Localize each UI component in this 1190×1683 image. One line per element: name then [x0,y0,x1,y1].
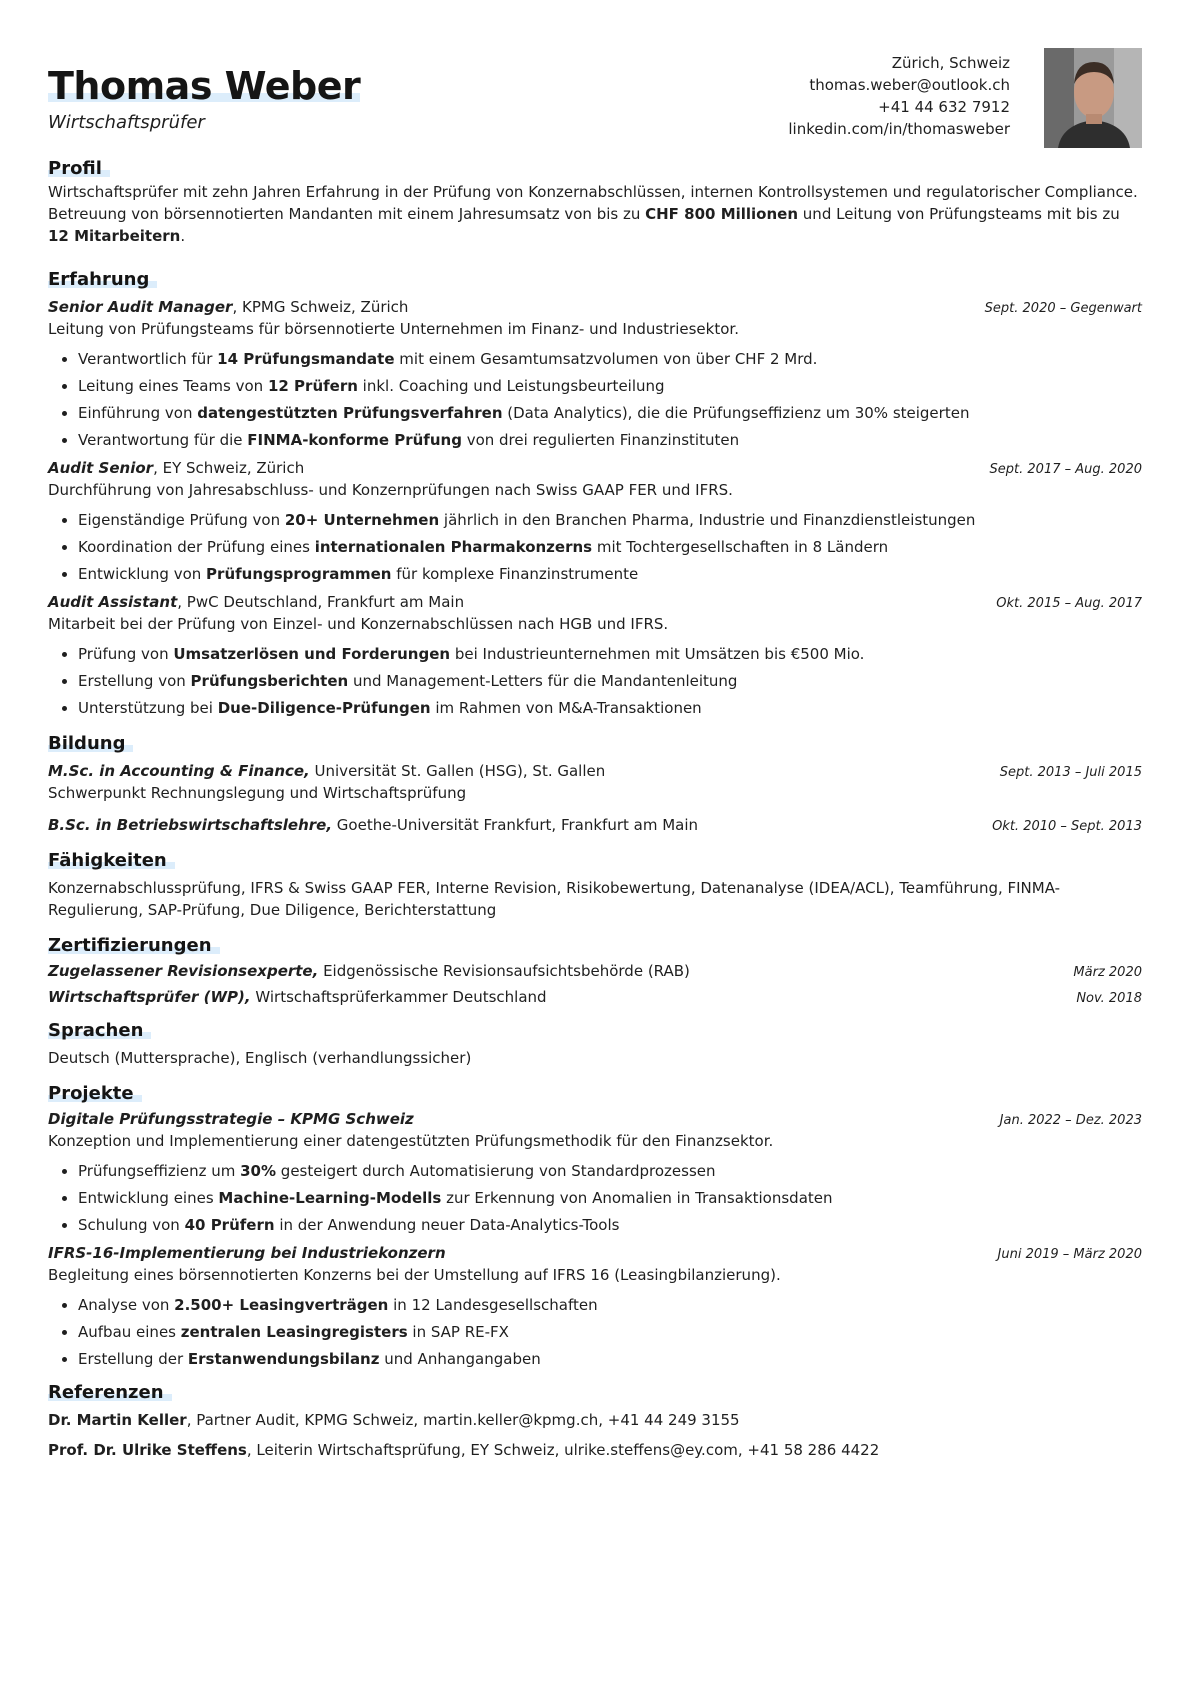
list-item: • Erstellung der Erstanwendungsbilanz und Anhangangaben [78,1348,1142,1370]
section-title-experience: Erfahrung [48,269,157,290]
section-title-references: Referenzen [48,1382,172,1403]
candidate-name: Thomas Weber [48,64,361,108]
certification-date: Nov. 2018 [1076,991,1142,1006]
education-degree: M.Sc. in Accounting & Finance, [48,762,310,780]
contact-location: Zürich, Schweiz [891,54,1010,72]
education-entry [48,816,1142,834]
project-title [48,1244,446,1262]
project-entry [48,1244,1142,1370]
education-entry [48,762,1142,802]
list-item: • Entwicklung eines Machine-Learning-Modells zur Erkennung von Anomalien in Transaktionsdaten [78,1187,1142,1209]
contact-email[interactable]: thomas.weber@outlook.ch [809,76,1010,94]
project-entry [48,1110,1142,1236]
profile-text-1: Wirtschaftsprüfer mit zehn Jahren Erfahrung in der Prüfung von Konzernabschlüssen, internen Kontrollsystemen und regulatorischer Compliance. Betreuung von börsennotierten Mandanten mit einem Jahresumsatz von bis zu [48,183,1138,223]
section-certifications [48,935,1142,1006]
job-title [48,459,304,477]
job-date: Sept. 2017 – Aug. 2020 [989,462,1142,477]
list-item: • Einführung von datengestützten Prüfungsverfahren (Data Analytics), die die Prüfungseffizienz um 30% steigerten [78,402,1142,424]
job-bullets [48,643,1142,719]
certification-title [48,988,547,1006]
reference-detail: , Leiterin Wirtschaftsprüfung, EY Schweiz, ulrike.steffens@ey.com, +41 58 286 4422 [246,1441,880,1459]
contact-phone: +41 44 632 7912 [878,98,1010,116]
job-company: , EY Schweiz, Zürich [153,459,305,477]
job-date: Sept. 2020 – Gegenwart [984,301,1142,316]
skills-list: Konzernabschlussprüfung, IFRS & Swiss GAAP FER, Interne Revision, Risikobewertung, Datenanalyse (IDEA/ACL), Teamführung, FINMA-Regulierung, SAP-Prüfung, Due Diligence, Berichterstattung [48,879,1061,919]
section-title-skills: Fähigkeiten [48,850,175,871]
section-skills [48,850,1142,921]
section-title-profile: Profil [48,158,110,179]
profile-highlight-2: 12 Mitarbeitern [48,227,181,245]
profile-highlight-1: CHF 800 Millionen [645,205,799,223]
list-item: • Unterstützung bei Due-Diligence-Prüfungen im Rahmen von M&A-Transaktionen [78,697,1142,719]
list-item: • Verantwortung für die FINMA-konforme Prüfung von drei regulierten Finanzinstituten [78,429,1142,451]
job-header [48,298,1142,316]
job-description: Durchführung von Jahresabschluss- und Konzernprüfungen nach Swiss GAAP FER und IFRS. [48,481,733,499]
reference-name: Dr. Martin Keller [48,1411,187,1429]
education-school: Goethe-Universität Frankfurt, Frankfurt am Main [332,816,699,834]
job-bullets [48,509,1142,585]
languages-list: Deutsch (Muttersprache), Englisch (verhandlungssicher) [48,1049,472,1067]
job-company: , KPMG Schweiz, Zürich [232,298,409,316]
project-header [48,1244,1142,1262]
section-education [48,733,1142,834]
project-bullets [48,1294,1142,1370]
list-item: • Aufbau eines zentralen Leasingregisters in SAP RE-FX [78,1321,1142,1343]
job-header [48,593,1142,611]
certification-date: März 2020 [1073,965,1142,980]
job-header [48,459,1142,477]
profile-text-3: . [180,227,186,245]
section-experience [48,269,1142,719]
section-title-languages: Sprachen [48,1020,151,1041]
job-title [48,593,464,611]
certification-entry [48,962,1142,980]
certification-name: Zugelassener Revisionsexperte, [48,962,319,980]
section-languages [48,1020,1142,1069]
education-header [48,762,1142,780]
candidate-role: Wirtschaftsprüfer [48,112,205,133]
profile-summary [48,181,1142,247]
list-item: • Verantwortlich für 14 Prüfungsmandate mit einem Gesamtumsatzvolumen von über CHF 2 Mrd. [78,348,1142,370]
reference-entry [48,1409,1142,1431]
certification-entry [48,988,1142,1006]
job-bullets [48,348,1142,451]
portrait-illustration [1044,48,1142,148]
profile-text-2: und Leitung von Prüfungsteams mit bis zu [798,205,1120,223]
project-header [48,1110,1142,1128]
job-entry [48,593,1142,719]
project-name: IFRS-16-Implementierung bei Industriekonzern [48,1244,446,1262]
job-description: Leitung von Prüfungsteams für börsennotierte Unternehmen im Finanz- und Industriesektor. [48,320,739,338]
project-date: Jan. 2022 – Dez. 2023 [999,1113,1142,1128]
project-title [48,1110,414,1128]
education-date: Sept. 2013 – Juli 2015 [999,765,1142,780]
job-entry [48,298,1142,451]
certification-issuer: Eidgenössische Revisionsaufsichtsbehörde (RAB) [318,962,690,980]
list-item: • Erstellung von Prüfungsberichten und Management-Letters für die Mandantenleitung [78,670,1142,692]
certification-issuer: Wirtschaftsprüferkammer Deutschland [250,988,547,1006]
education-degree: B.Sc. in Betriebswirtschaftslehre, [48,816,333,834]
reference-name: Prof. Dr. Ulrike Steffens [48,1441,247,1459]
list-item: • Koordination der Prüfung eines internationalen Pharmakonzerns mit Tochtergesellschaften in 8 Ländern [78,536,1142,558]
section-references [48,1382,1142,1461]
job-title [48,298,408,316]
project-description: Konzeption und Implementierung einer datengestützten Prüfungsmethodik für den Finanzsektor. [48,1132,774,1150]
list-item: • Leitung eines Teams von 12 Prüfern inkl. Coaching und Leistungsbeurteilung [78,375,1142,397]
job-position: Audit Senior [48,459,154,477]
list-item: • Prüfungseffizienz um 30% gesteigert durch Automatisierung von Standardprozessen [78,1160,1142,1182]
certification-title [48,962,690,980]
project-date: Juni 2019 – März 2020 [997,1247,1142,1262]
education-school: Universität St. Gallen (HSG), St. Gallen [309,762,606,780]
section-title-education: Bildung [48,733,133,754]
job-position: Senior Audit Manager [48,298,233,316]
section-projects [48,1083,1142,1370]
education-header [48,816,1142,834]
project-name: Digitale Prüfungsstrategie – KPMG Schweiz [48,1110,414,1128]
education-description: Schwerpunkt Rechnungslegung und Wirtschaftsprüfung [48,784,467,802]
list-item: • Entwicklung von Prüfungsprogrammen für komplexe Finanzinstrumente [78,563,1142,585]
contact-linkedin[interactable]: linkedin.com/in/thomasweber [788,120,1010,138]
job-position: Audit Assistant [48,593,178,611]
reference-detail: , Partner Audit, KPMG Schweiz, martin.keller@kpmg.ch, +41 44 249 3155 [186,1411,740,1429]
job-description: Mitarbeit bei der Prüfung von Einzel- und Konzernabschlüssen nach HGB und IFRS. [48,615,669,633]
profile-photo [1044,48,1142,148]
section-title-certifications: Zertifizierungen [48,935,220,956]
job-company: , PwC Deutschland, Frankfurt am Main [177,593,465,611]
list-item: • Prüfung von Umsatzerlösen und Forderungen bei Industrieunternehmen mit Umsätzen bis €500 Mio. [78,643,1142,665]
job-date: Okt. 2015 – Aug. 2017 [996,596,1142,611]
education-title [48,816,698,834]
list-item: • Eigenständige Prüfung von 20+ Unternehmen jährlich in den Branchen Pharma, Industrie und Finanzdienstleistungen [78,509,1142,531]
list-item: • Analyse von 2.500+ Leasingverträgen in 12 Landesgesellschaften [78,1294,1142,1316]
section-profile [48,158,1142,247]
education-date: Okt. 2010 – Sept. 2013 [992,819,1142,834]
certification-name: Wirtschaftsprüfer (WP), [48,988,251,1006]
project-bullets [48,1160,1142,1236]
project-description: Begleitung eines börsennotierten Konzerns bei der Umstellung auf IFRS 16 (Leasingbilanzierung). [48,1266,781,1284]
contact-block [788,52,1010,140]
education-title [48,762,605,780]
job-entry [48,459,1142,585]
reference-entry [48,1439,1142,1461]
list-item: • Schulung von 40 Prüfern in der Anwendung neuer Data-Analytics-Tools [78,1214,1142,1236]
section-title-projects: Projekte [48,1083,142,1104]
resume-header [48,48,1142,158]
